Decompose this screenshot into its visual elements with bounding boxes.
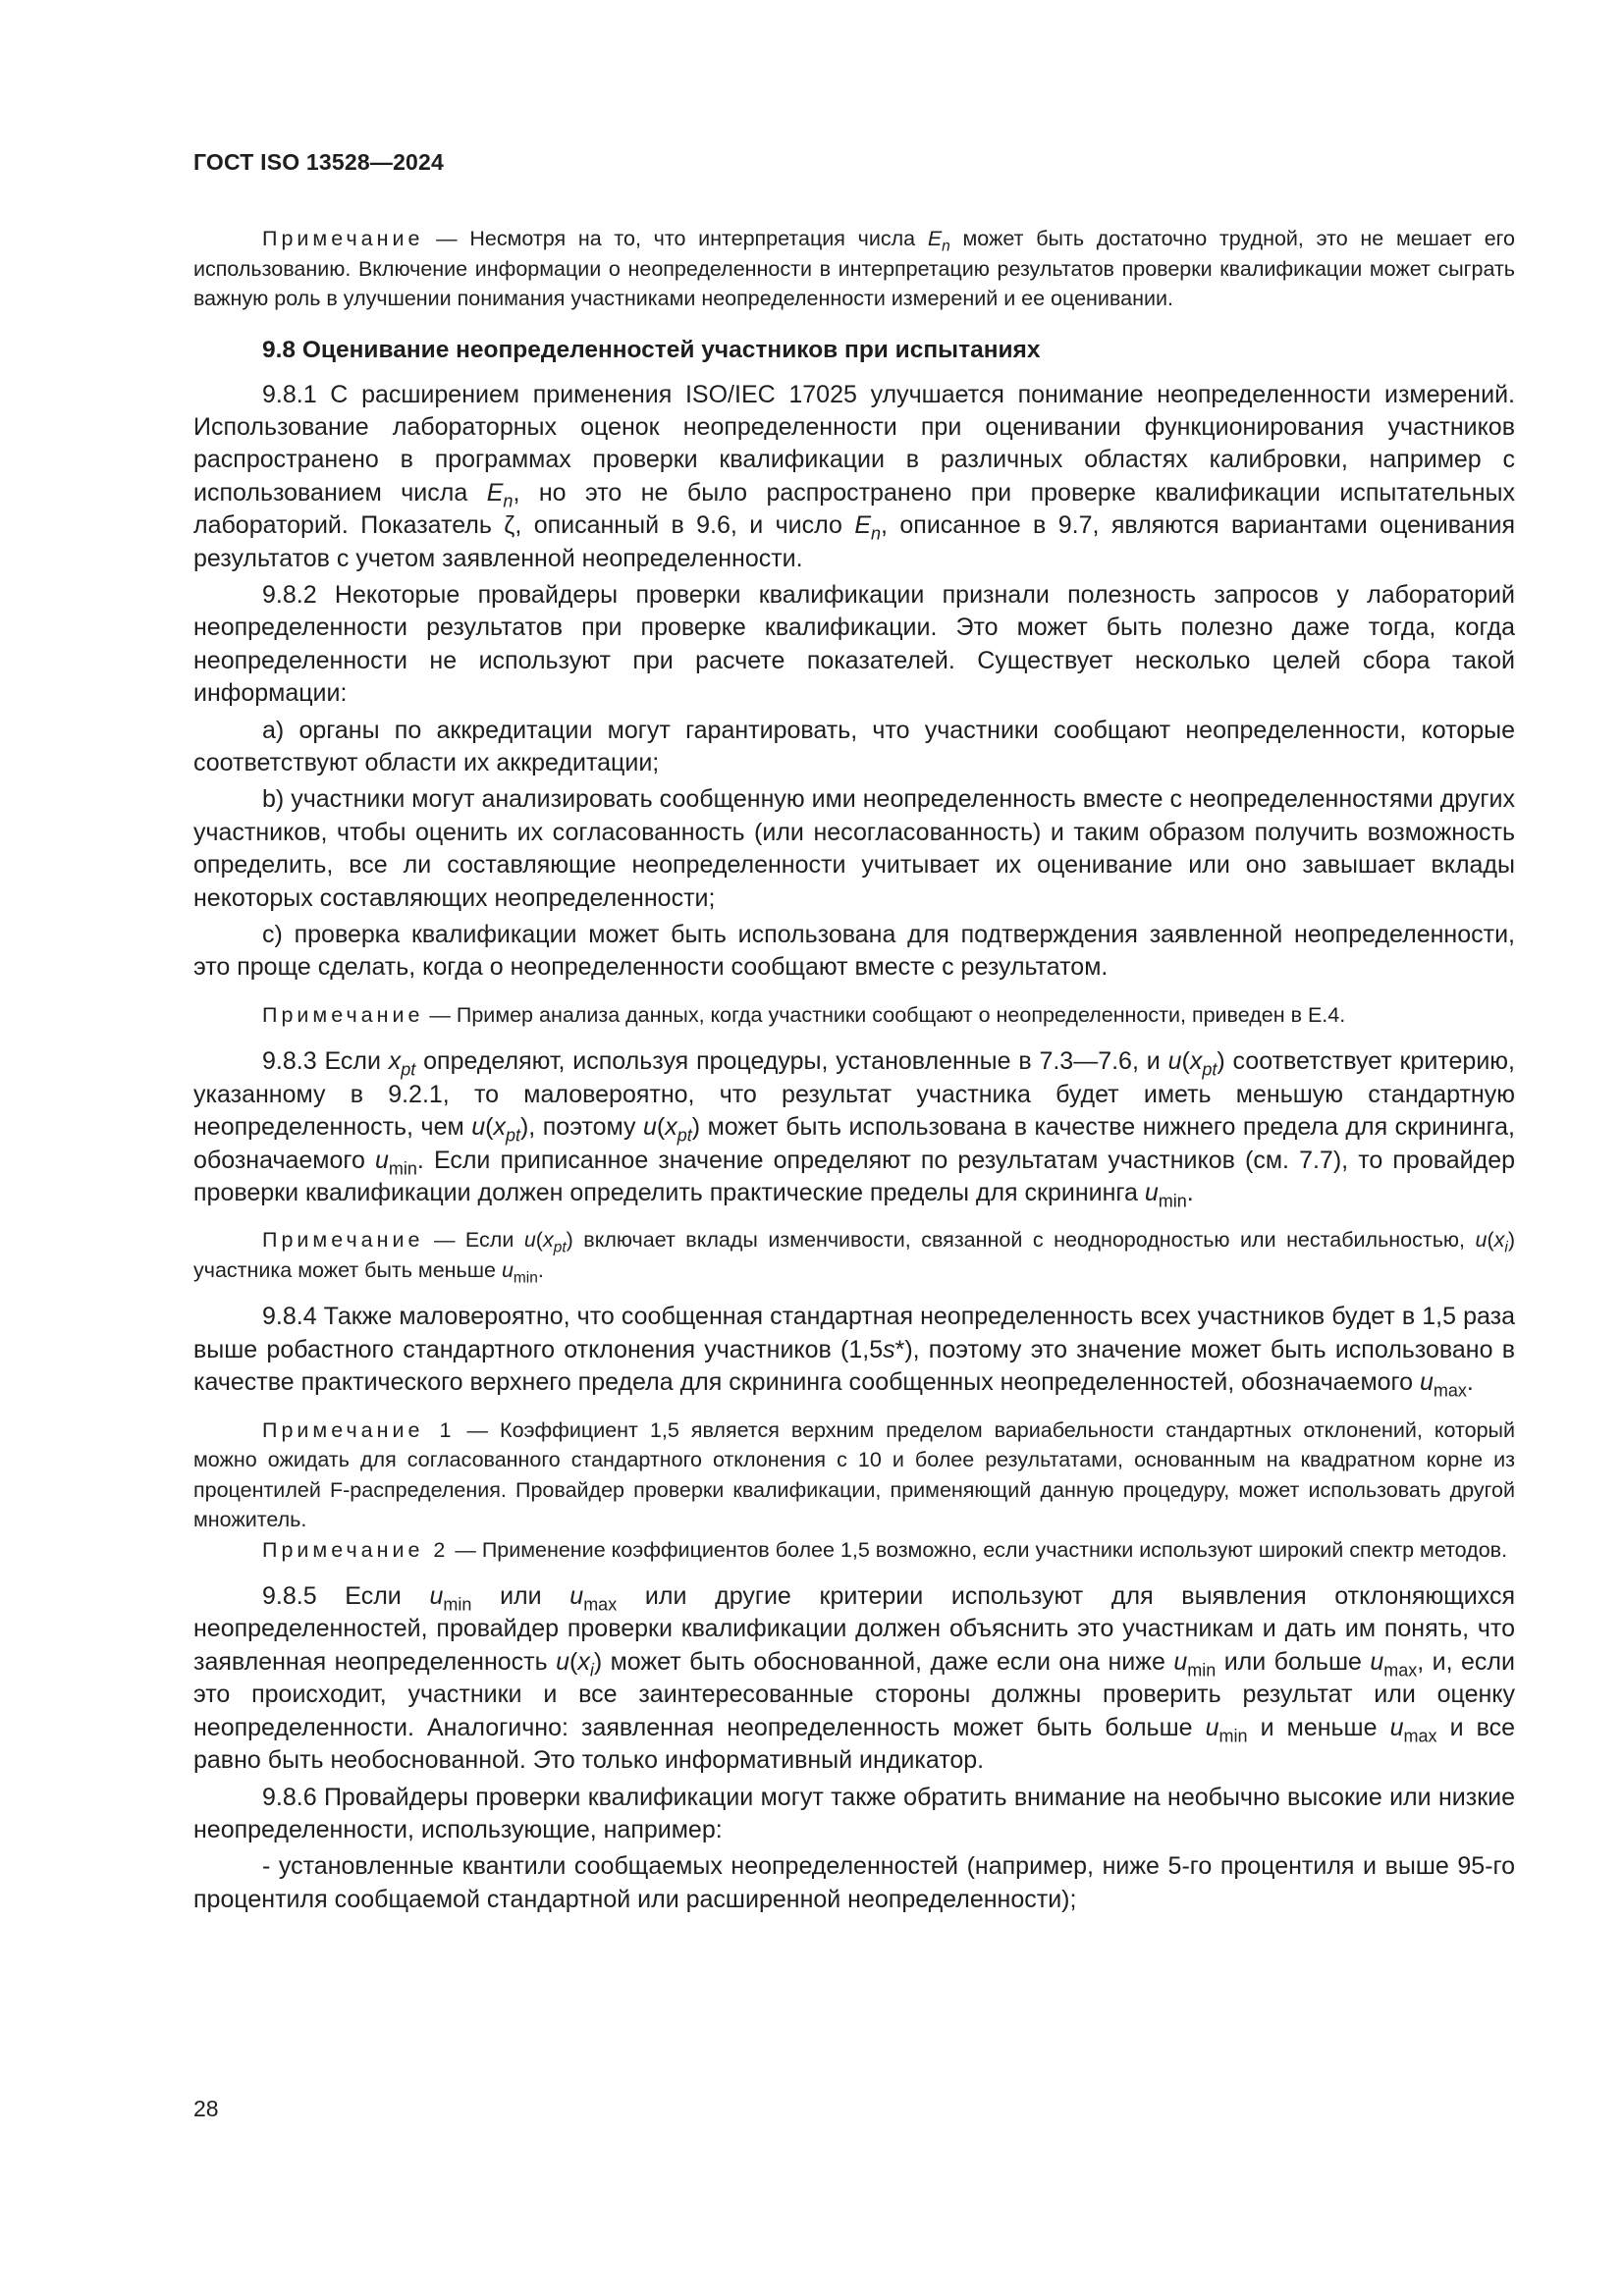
note-1-coefficient: Примечание 1 — Коэффициент 1,5 является верхним пределом вариабельности стандартных отклонений, который можно ожидать для согласованного стандартного отклонения с 10 и более результатами, основанным на квадратном корне из процентилей F-распределения. Провайдер проверки квалификации, применяющий данную процедуру, может использовать другой множитель. <box>193 1417 1516 1532</box>
paragraph-9-8-2: 9.8.2 Некоторые провайдеры проверки квалификации признали полезность запросов у лабораторий неопределенности результатов при проверке квалификации. Это может быть полезно даже тогда, когда неопределенности не используют при расчете показателей. Существует несколько целей сбора такой информации: <box>193 580 1515 708</box>
note-9-8-3: Примечание — Если $u(x_{pt})$ включает вклады изменчивости, связанной с неоднородностью или нестабильностью, $u(x_i)$ участника может быть меньше $u_{min}$. <box>193 1228 1515 1287</box>
list-item-a: a) органы по аккредитации могут гарантировать, что участники сообщают неопределенности, которые соответствуют области их аккредитации; <box>193 716 1515 776</box>
list-item-c: c) проверка квалификации может быть использована для подтверждения заявленной неопределенности, это проще сделать, когда о неопределенности сообщают вместе с результатом. <box>193 921 1515 982</box>
note-e4: Примечание — Пример анализа данных, когда участники сообщают о неопределенности, приведен в E.4. <box>262 1002 1346 1027</box>
note-lead: Примечание <box>262 1002 424 1027</box>
paragraph-9-8-5: 9.8.5 Если $u_{min}$ или $u_{max}$ или другие критерии используют для выявления отклоняющихся неопределенностей, провайдер проверки квалификации должен объяснить это участникам и дать им понять, что заявленная неопределенность $u(x_i)$ может быть обоснованной, даже если она ниже $u_{min}$ или больше $u_{max}$, и, если это происходит, участники и все заинтересованные стороны должны проверить результат или оценку неопределенности. Аналогично: заявленная неопределенность может быть больше $u_{min}$ и меньше $u_{max}$ и все равно быть необоснованной. Это только информативный индикатор. <box>193 1582 1516 1775</box>
page-content <box>193 224 1515 1916</box>
list-item-b: b) участники могут анализировать сообщенную ими неопределенность вместе с неопределенностями других участников, чтобы оценить их согласованность (или несогласованность) и таким образом получить возможность определить, все ли составляющие неопределенности учитывает их оценивание или оно завышает вклады некоторых составляющих неопределенности; <box>193 785 1515 912</box>
page-number: 28 <box>193 2096 219 2121</box>
note-lead: Примечание <box>262 227 424 250</box>
paragraph-9-8-3: 9.8.3 Если $x_{pt}$ определяют, используя процедуры, установленные в 7.3—7.6, и $u(x_{pt})$ соответствует критерию, указанному в 9.2.1, то маловероятно, что результат участника будет иметь меньшую стандартную неопределенность, чем $u(x_{pt})$, поэтому $u(x_{pt})$ может быть использована в качестве нижнего предела для скрининга, обозначаемого $u_{min}$. Если приписанное значение определяют по результатам участников (см. 7.7), то провайдер проверки квалификации должен определить практические пределы для скрининга $u_{min}$. <box>193 1047 1515 1211</box>
paragraph-9-8-1: 9.8.1 С расширением применения ISO/IEC 17025 улучшается понимание неопределенности измерений. Использование лабораторных оценок неопределенности при оценивании функционирования участников распространено в программах проверки квалификации в различных областях калибровки, например с использованием числа $E_n$, но это не было распространено при проверке квалификации испытательных лабораторий. Показатель ζ, описанный в 9.6, и число $E_n$, описанное в 9.7, являются вариантами оценивания результатов с учетом заявленной неопределенности. <box>193 380 1515 572</box>
note-2-coefficient: Примечание 2 — Применение коэффициентов более 1,5 возможно, если участники используют широкий спектр методов. <box>262 1537 1508 1562</box>
section-heading-9-8: 9.8 Оценивание неопределенностей участников при испытаниях <box>262 336 1041 363</box>
note-en-interpretation: Примечание — Несмотря на то, что интерпретация числа $E_n$ может быть достаточно трудной, это не мешает его использованию. Включение информации о неопределенности в интерпретацию результатов проверки квалификации может сыграть важную роль в улучшении понимания участниками неопределенности измерений и ее оценивании. <box>193 227 1515 310</box>
list-item-dash-1: - установленные квантили сообщаемых неопределенностей (например, ниже 5-го процентиля и выше 95-го процентиля сообщаемой стандартной или расширенной неопределенности); <box>193 1852 1515 1913</box>
paragraph-9-8-4: 9.8.4 Также маловероятно, что сообщенная стандартная неопределенность всех участников будет в 1,5 раза выше робастного стандартного отклонения участников (1,5s*), поэтому это значение может быть использовано в качестве практического верхнего предела для скрининга сообщенных неопределенностей, обозначаемого $u_{max}$. <box>193 1303 1515 1401</box>
note-lead: Примечание 1 <box>262 1417 456 1442</box>
document-header: ГОСТ ISO 13528—2024 <box>193 149 445 175</box>
note-lead: Примечание 2 <box>262 1537 450 1562</box>
note-lead: Примечание <box>262 1228 424 1253</box>
paragraph-9-8-6: 9.8.6 Провайдеры проверки квалификации могут также обратить внимание на необычно высокие или низкие неопределенности, использующие, например: <box>193 1783 1515 1843</box>
